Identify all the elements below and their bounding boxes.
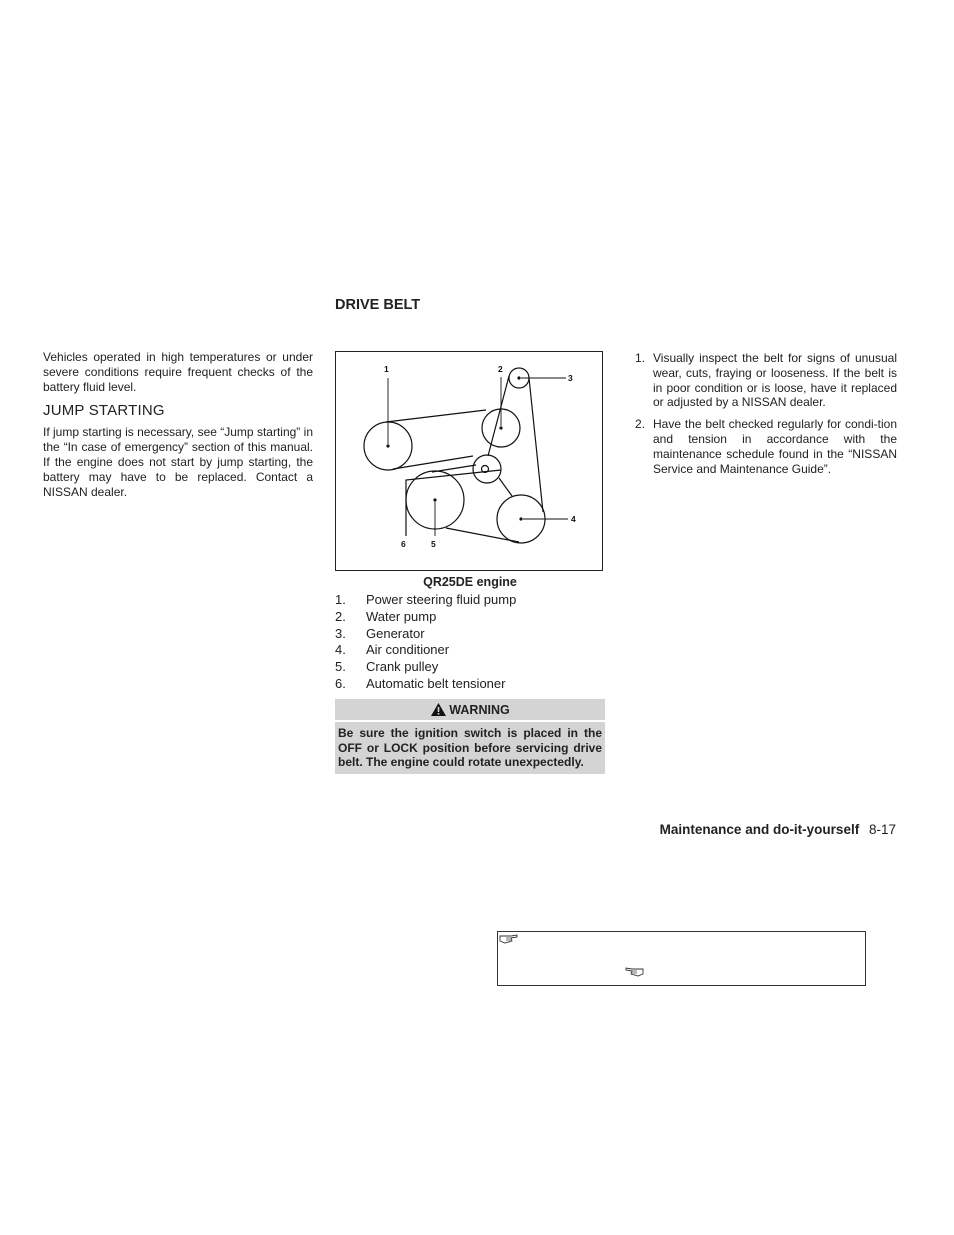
figure-caption: QR25DE engine xyxy=(423,575,517,589)
tensioner-pulley xyxy=(473,455,501,483)
warning-text: Be sure the ignition switch is placed in the OFF or LOCK position before servicing drive belt. The engine could rotate unexpectedly. xyxy=(338,726,602,770)
callout-6: 6 xyxy=(401,539,406,549)
inspection-steps xyxy=(635,351,897,483)
list-item: 5. Crank pulley xyxy=(335,659,439,675)
list-item: 1. Visually inspect the belt for signs of unusual wear, cuts, fraying or looseness. If the belt is in poor condition or is loose, have it replaced or adjusted by a NISSAN dealer. xyxy=(635,351,897,410)
warning-box xyxy=(335,699,605,774)
list-item: 2. Have the belt checked regularly for condi-tion and tension in accordance with the maintenance schedule found in the “NISSAN Service and Maintenance Guide”. xyxy=(635,417,897,476)
jump-starting-heading: JUMP STARTING xyxy=(43,402,165,420)
callout-2: 2 xyxy=(498,364,503,374)
list-item: 6. Automatic belt tensioner xyxy=(335,675,506,691)
jump-starting-text: If jump starting is necessary, see “Jump starting” in the “In case of emergency” section of this manual. If the engine does not start by jump starting, the battery may have to be replaced. Contact a NISSAN dealer. xyxy=(43,425,313,499)
warning-triangle-icon xyxy=(430,702,447,717)
page-footer xyxy=(660,822,896,837)
callout-4: 4 xyxy=(571,514,576,524)
footer-chapter-title: Maintenance and do-it-yourself xyxy=(659,822,860,837)
battery-intro-text: Vehicles operated in high temperatures or under severe conditions require frequent checks of the battery fluid level. xyxy=(43,350,313,394)
warning-title: WARNING xyxy=(449,702,510,717)
note-box xyxy=(497,931,866,986)
section-title: DRIVE BELT xyxy=(335,297,421,313)
list-item: 4. Air conditioner xyxy=(335,642,450,658)
parts-list xyxy=(335,592,516,693)
pointing-hand-icon xyxy=(624,966,644,978)
list-item: 3. Generator xyxy=(335,625,425,641)
page-number: 8-17 xyxy=(868,822,896,837)
callout-5: 5 xyxy=(431,539,436,549)
list-item: 1. Power steering fluid pump xyxy=(335,592,517,607)
warning-header xyxy=(335,699,605,722)
callout-3: 3 xyxy=(568,373,573,383)
list-item: 2. Water pump xyxy=(335,608,437,624)
callout-1: 1 xyxy=(384,364,389,374)
drive-belt-diagram xyxy=(336,352,604,572)
pointing-hand-icon xyxy=(499,933,519,945)
left-column xyxy=(43,350,313,499)
drive-belt-figure xyxy=(335,351,603,571)
